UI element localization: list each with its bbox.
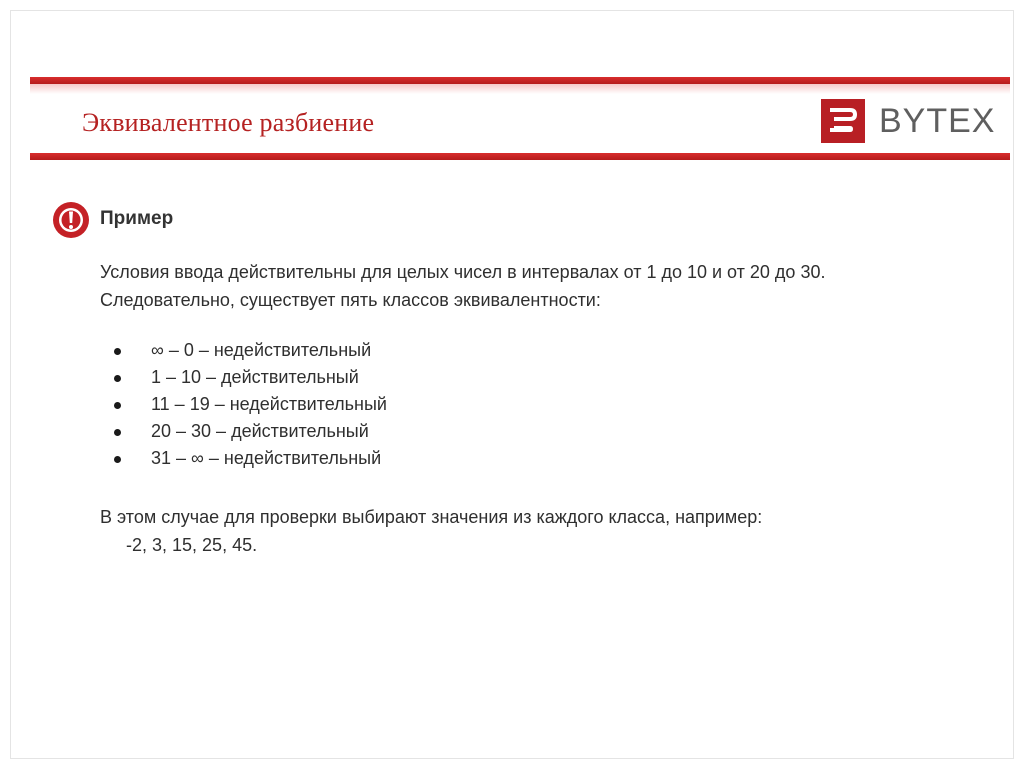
header-bottom-bar bbox=[30, 153, 1010, 160]
bytex-logo-icon bbox=[821, 99, 865, 143]
header-top-bar bbox=[30, 77, 1010, 84]
class-label: ∞ – 0 – недействительный bbox=[151, 340, 372, 360]
bullet-icon bbox=[114, 348, 121, 355]
slide-title: Эквивалентное разбиение bbox=[82, 108, 375, 137]
intro-text-line: Условия ввода действительны для целых чисел в интервалах от 1 до 10 и от 20 до 30. bbox=[100, 262, 826, 282]
class-label: 20 – 30 – действительный bbox=[151, 421, 369, 441]
class-label: 1 – 10 – действительный bbox=[151, 367, 359, 387]
class-label: 31 – ∞ – недействительный bbox=[151, 448, 382, 468]
conclusion-text: В этом случае для проверки выбирают значения из каждого класса, например: bbox=[100, 507, 763, 527]
intro-text-line: Следовательно, существует пять классов эквивалентности: bbox=[100, 290, 601, 310]
example-values: -2, 3, 15, 25, 45. bbox=[126, 535, 258, 555]
bytex-logo bbox=[821, 99, 995, 143]
bullet-icon bbox=[114, 456, 121, 463]
bullet-icon bbox=[114, 402, 121, 409]
exclamation-circle-icon bbox=[52, 201, 90, 239]
example-heading: Пример bbox=[100, 208, 174, 229]
header-top-bar-shadow bbox=[30, 84, 1010, 94]
bullet-icon bbox=[114, 429, 121, 436]
logo-wordmark: BYTEX bbox=[879, 101, 996, 140]
bullet-icon bbox=[114, 375, 121, 382]
class-label: 11 – 19 – недействительный bbox=[151, 394, 387, 414]
